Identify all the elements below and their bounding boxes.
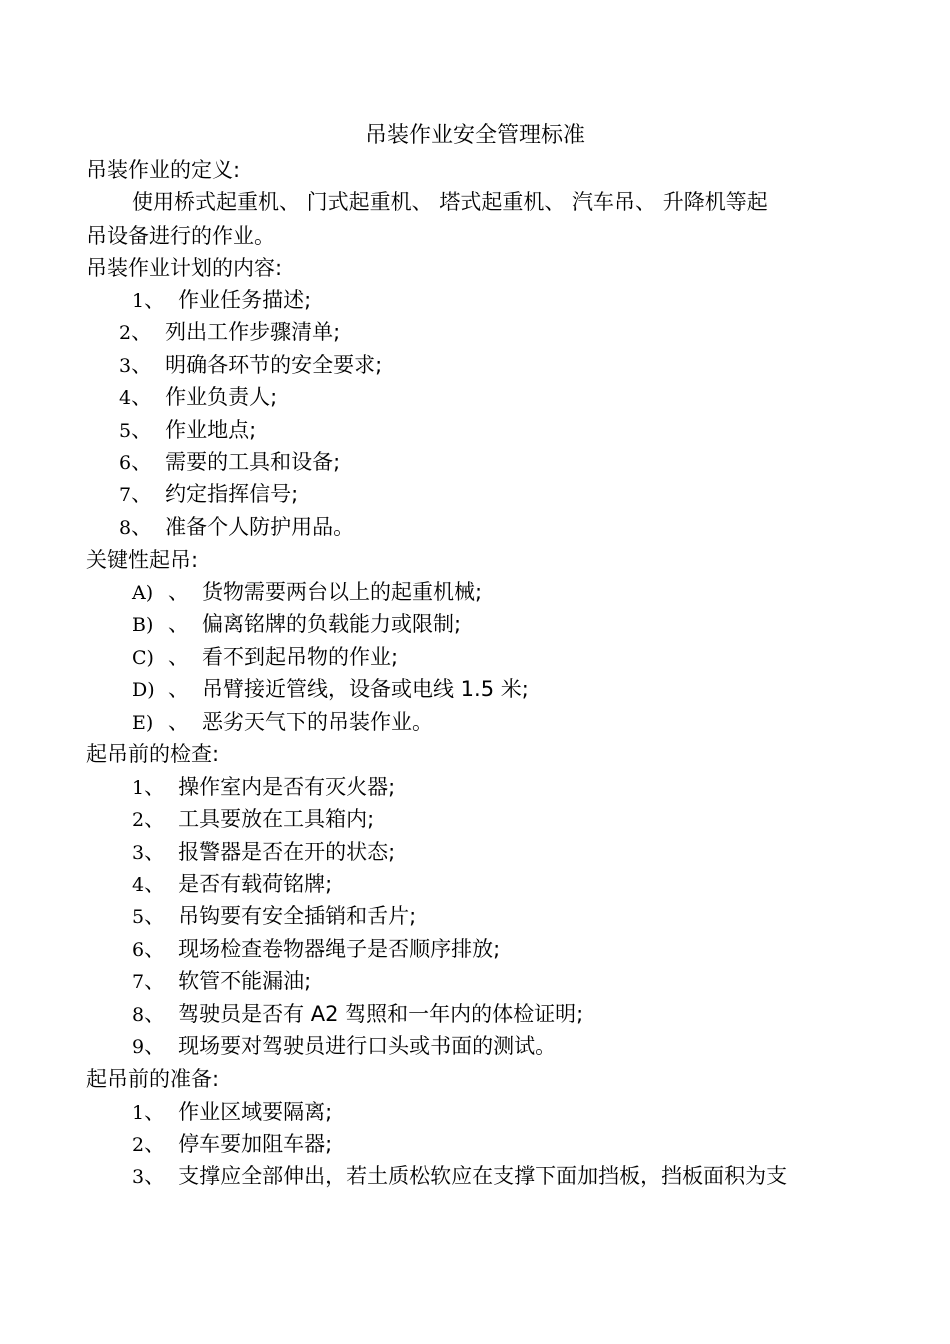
list-item-text: 软管不能漏油; [178,969,312,993]
list-item-text: 准备个人防护用品。 [165,515,355,539]
list-item-text: 需要的工具和设备; [165,450,341,474]
list-item-separator: 、 [144,904,166,928]
list-item [132,608,461,641]
list-item [119,414,256,447]
list-item-text: 是否有载荷铭牌; [178,872,333,896]
list-item [119,349,382,382]
list-item [132,836,395,869]
section-heading-plan: 吊装作业计划的内容: [86,256,283,280]
list-item-separator: 、 [131,320,153,344]
list-item-letter: D) [132,679,155,701]
list-item-text: 现场检查卷物器绳子是否顺序排放; [178,937,501,961]
list-item [132,998,583,1031]
list-item-number: 7 [132,971,145,993]
list-item-text: 作业任务描述; [178,288,312,312]
list-item-separator: 、 [168,580,189,604]
list-item-number: 1 [132,290,145,312]
list-item-letter: E) [132,712,154,734]
list-item-separator: 、 [144,840,166,864]
section-heading-critical: 关键性起吊: [86,548,199,572]
list-item-text: 明确各环节的安全要求; [165,353,383,377]
list-item-text: 恶劣天气下的吊装作业。 [202,710,433,734]
list-item-separator: 、 [144,288,166,312]
section-heading-preparation: 起吊前的准备: [86,1067,220,1091]
list-item-text: 工具要放在工具箱内; [178,807,375,831]
list-item-text: 吊钩要有安全插销和舌片; [178,904,417,928]
list-item-text: 报警器是否在开的状态; [178,840,396,864]
list-item-text: 作业区域要隔离; [178,1100,333,1124]
list-item-separator: 、 [131,418,153,442]
list-item [132,933,500,966]
list-item-number: 1 [132,777,145,799]
list-item [132,641,398,674]
list-item-separator: 、 [131,482,153,506]
section-heading-definition: 吊装作业的定义: [86,158,241,182]
list-item-number: 2 [132,809,145,831]
list-item-separator: 、 [144,1002,166,1026]
list-item [132,965,311,998]
list-item-text: 作业地点; [165,418,257,442]
list-item [132,1160,787,1193]
list-item [119,478,298,511]
list-item-number: 3 [132,842,145,864]
list-item-separator: 、 [131,515,153,539]
list-item [119,316,340,349]
list-item-number: 8 [119,517,132,539]
list-item-separator: 、 [144,775,166,799]
list-item-separator: 、 [144,1164,166,1188]
list-item-number: 3 [119,355,132,377]
list-item [132,868,332,901]
list-item [132,1128,332,1161]
list-item-number: 5 [132,906,145,928]
list-item-text: 现场要对驾驶员进行口头或书面的测试。 [178,1034,557,1058]
list-item-text: 停车要加阻车器; [178,1132,333,1156]
definition-text-line-1: 使用桥式起重机、 门式起重机、 塔式起重机、 汽车吊、 升降机等起 [132,190,768,214]
list-item-separator: 、 [131,450,153,474]
list-item-number: 4 [119,387,132,409]
list-item-separator: 、 [131,353,153,377]
list-item-separator: 、 [168,710,189,734]
list-item-text: 偏离铭牌的负载能力或限制; [202,612,462,636]
list-item-text: 操作室内是否有灭火器; [178,775,396,799]
list-item-separator: 、 [168,645,189,669]
definition-text-line-2: 吊设备进行的作业。 [86,224,275,248]
list-item-number: 7 [119,484,132,506]
list-item-text: 货物需要两台以上的起重机械; [202,580,483,604]
list-item-number: 4 [132,874,145,896]
list-item [132,771,395,804]
list-item-letter: A) [132,582,154,604]
list-item-text: 作业负责人; [165,385,278,409]
list-item [119,446,340,479]
list-item [132,576,482,609]
list-item [119,381,277,414]
list-item [119,511,354,544]
section-heading-inspection: 起吊前的检查: [86,742,220,766]
list-item-text: 列出工作步骤清单; [165,320,341,344]
list-item-number: 3 [132,1166,145,1188]
list-item-separator: 、 [168,612,189,636]
list-item-number: 1 [132,1102,145,1124]
list-item-number: 6 [119,452,132,474]
list-item-separator: 、 [144,1132,166,1156]
list-item [132,900,416,933]
list-item-separator: 、 [144,937,166,961]
list-item-separator: 、 [144,872,166,896]
page-title: 吊装作业安全管理标准 [364,123,585,148]
list-item-number: 9 [132,1036,145,1058]
list-item [132,284,311,317]
list-item-separator: 、 [131,385,153,409]
list-item-text: 吊臂接近管线，设备或电线 1.5 米; [202,677,529,701]
list-item-separator: 、 [144,969,166,993]
list-item-separator: 、 [144,1034,166,1058]
list-item [132,803,374,836]
list-item-text: 看不到起吊物的作业; [202,645,399,669]
list-item-text: 驾驶员是否有 A2 驾照和一年内的体检证明; [178,1002,584,1026]
list-item-number: 2 [119,322,132,344]
list-item-text: 支撑应全部伸出，若土质松软应在支撑下面加挡板，挡板面积为支 [178,1164,788,1188]
list-item-number: 2 [132,1134,145,1156]
list-item-letter: B) [132,614,154,636]
list-item [132,673,529,706]
list-item-separator: 、 [144,807,166,831]
list-item-number: 8 [132,1004,145,1026]
list-item [132,1096,332,1129]
list-item-separator: 、 [144,1100,166,1124]
list-item [132,1030,556,1063]
list-item-separator: 、 [168,677,189,701]
list-item-number: 6 [132,939,145,961]
list-item-text: 约定指挥信号; [165,482,299,506]
list-item-number: 5 [119,420,132,442]
list-item [132,706,433,739]
list-item-letter: C) [132,647,154,669]
